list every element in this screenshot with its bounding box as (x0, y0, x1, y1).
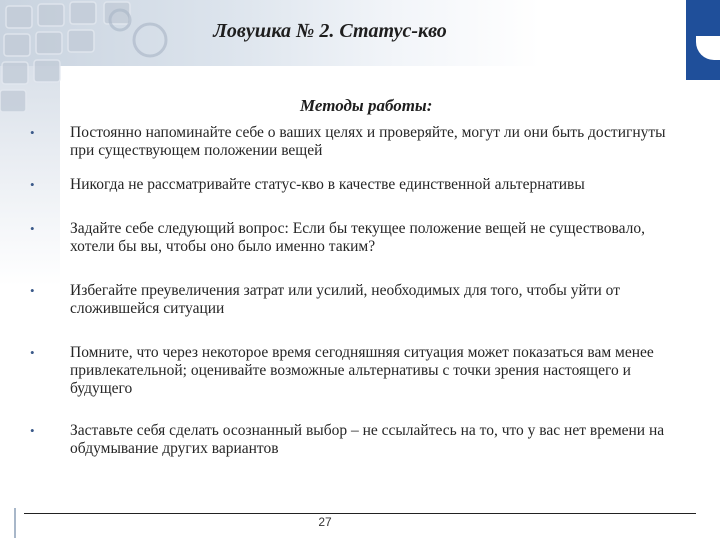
list-item (26, 124, 686, 176)
footer-accent (14, 508, 16, 538)
list-item (26, 176, 686, 220)
list-item-text: Избегайте преувеличения затрат или усилий, необходимых для того, чтобы уйти от сложившейся ситуации (70, 282, 621, 317)
list-item (26, 344, 686, 422)
list-item (26, 422, 686, 462)
list-item-text: Заставьте себя сделать осознанный выбор – не ссылайтесь на то, что у вас нет времени на обдумывание других вариантов (70, 422, 665, 457)
methods-list (26, 124, 686, 462)
bullet-icon: • (30, 221, 35, 236)
bullet-icon: • (30, 423, 35, 438)
list-item-text: Никогда не рассматривайте статус-кво в качестве единственной альтернативы (70, 176, 585, 193)
bullet-icon: • (30, 283, 35, 298)
bullet-icon: • (30, 345, 35, 360)
list-item (26, 220, 686, 282)
page-number: 27 (318, 515, 332, 529)
list-item-text: Постоянно напоминайте себе о ваших целях и проверяйте, могут ли они быть достигнуты при существующем положении вещей (70, 124, 666, 159)
footer-divider (24, 513, 696, 514)
list-item-text: Помните, что через некоторое время сегодняшняя ситуация может показаться вам менее привлекательной; оценивайте возможные альтернативы с точки зрения настоящего и будущего (70, 344, 654, 397)
bullet-icon: • (30, 125, 35, 140)
bullet-icon: • (30, 177, 35, 192)
slide-title: Ловушка № 2. Статус-кво (213, 20, 447, 42)
list-item (26, 282, 686, 344)
slide-subtitle: Методы работы: (300, 96, 433, 115)
list-item-text: Задайте себе следующий вопрос: Если бы текущее положение вещей не существовало, хотели бы вы, чтобы оно было именно таким? (70, 220, 645, 255)
